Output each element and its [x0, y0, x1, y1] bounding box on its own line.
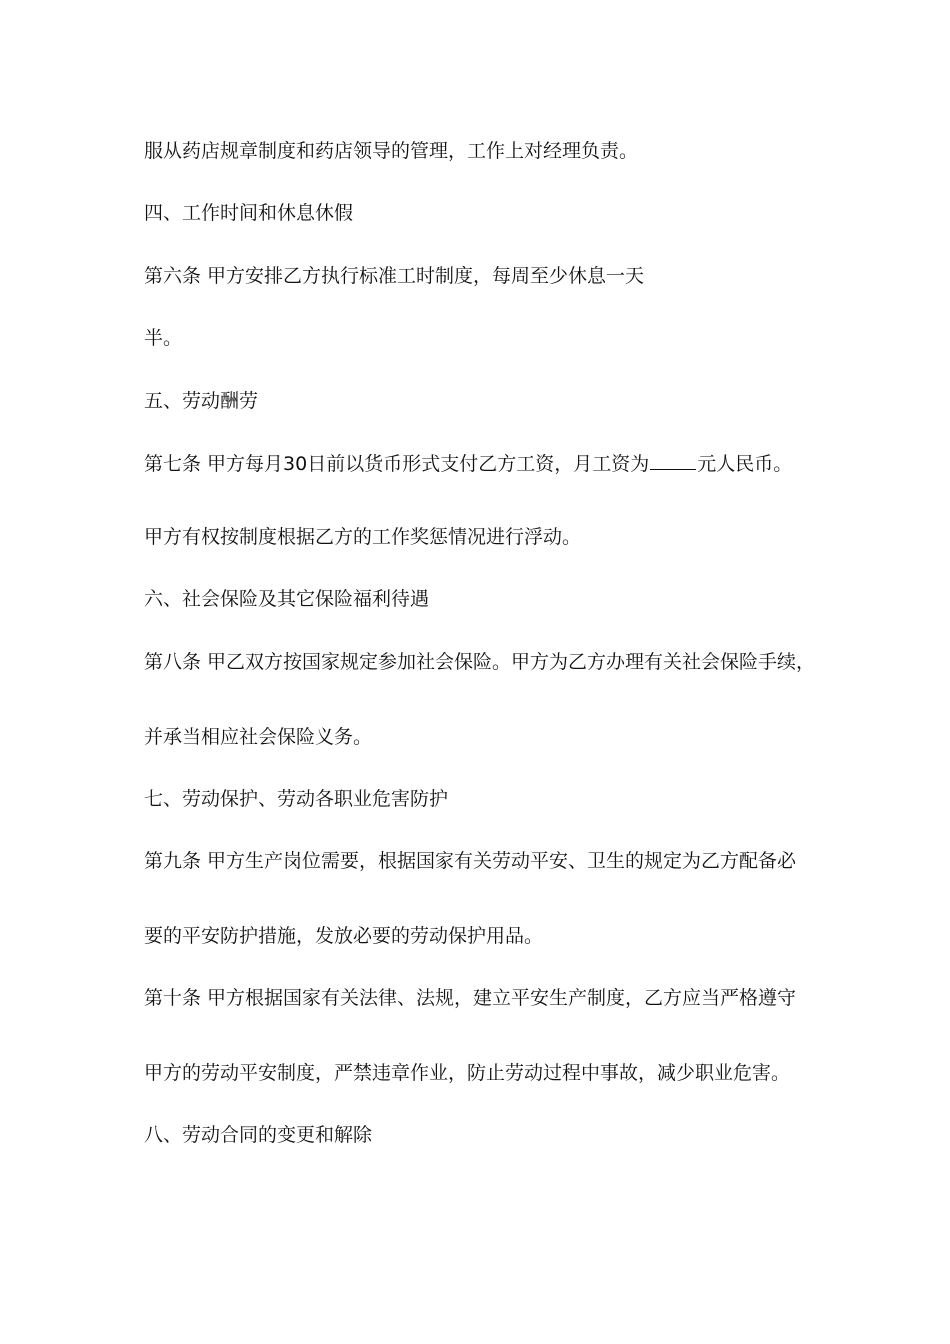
section-heading-8: 八、劳动合同的变更和解除 — [144, 1124, 373, 1146]
article-10-line-2: 甲方的劳动平安制度，严禁违章作业，防止劳动过程中事故，减少职业危害。 — [144, 1062, 791, 1084]
article-8-line-1: 第八条 甲乙双方按国家规定参加社会保险。甲方为乙方办理有关社会保险手续， — [144, 651, 816, 673]
section-heading-4: 四、工作时间和休息休假 — [144, 202, 354, 224]
article-6-line-1: 第六条 甲方安排乙方执行标准工时制度，每周至少休息一天 — [144, 265, 645, 287]
section-heading-5: 五、劳动酬劳 — [144, 390, 259, 412]
article-9-line-2: 要的平安防护措施，发放必要的劳动保护用品。 — [144, 925, 544, 947]
salary-blank — [650, 451, 696, 470]
text-line-1: 服从药店规章制度和药店领导的管理，工作上对经理负责。 — [144, 140, 639, 162]
article-7-line-2: 甲方有权按制度根据乙方的工作奖惩情况进行浮动。 — [144, 526, 582, 548]
article-8-line-2: 并承当相应社会保险义务。 — [144, 726, 373, 748]
article-7-text-before: 第七条 甲方每月30日前以货币形式支付乙方工资，月工资为 — [144, 453, 650, 475]
article-9-line-1: 第九条 甲方生产岗位需要，根据国家有关劳动平安、卫生的规定为乙方配备必 — [144, 850, 797, 872]
article-10-line-1: 第十条 甲方根据国家有关法律、法规，建立平安生产制度，乙方应当严格遵守 — [144, 987, 797, 1009]
article-7-line-1 — [144, 451, 792, 476]
section-heading-7: 七、劳动保护、劳动各职业危害防护 — [144, 788, 449, 810]
article-6-line-2: 半。 — [144, 327, 183, 349]
section-heading-6: 六、社会保险及其它保险福利待遇 — [144, 588, 430, 610]
article-7-text-after: 元人民币。 — [697, 453, 793, 475]
